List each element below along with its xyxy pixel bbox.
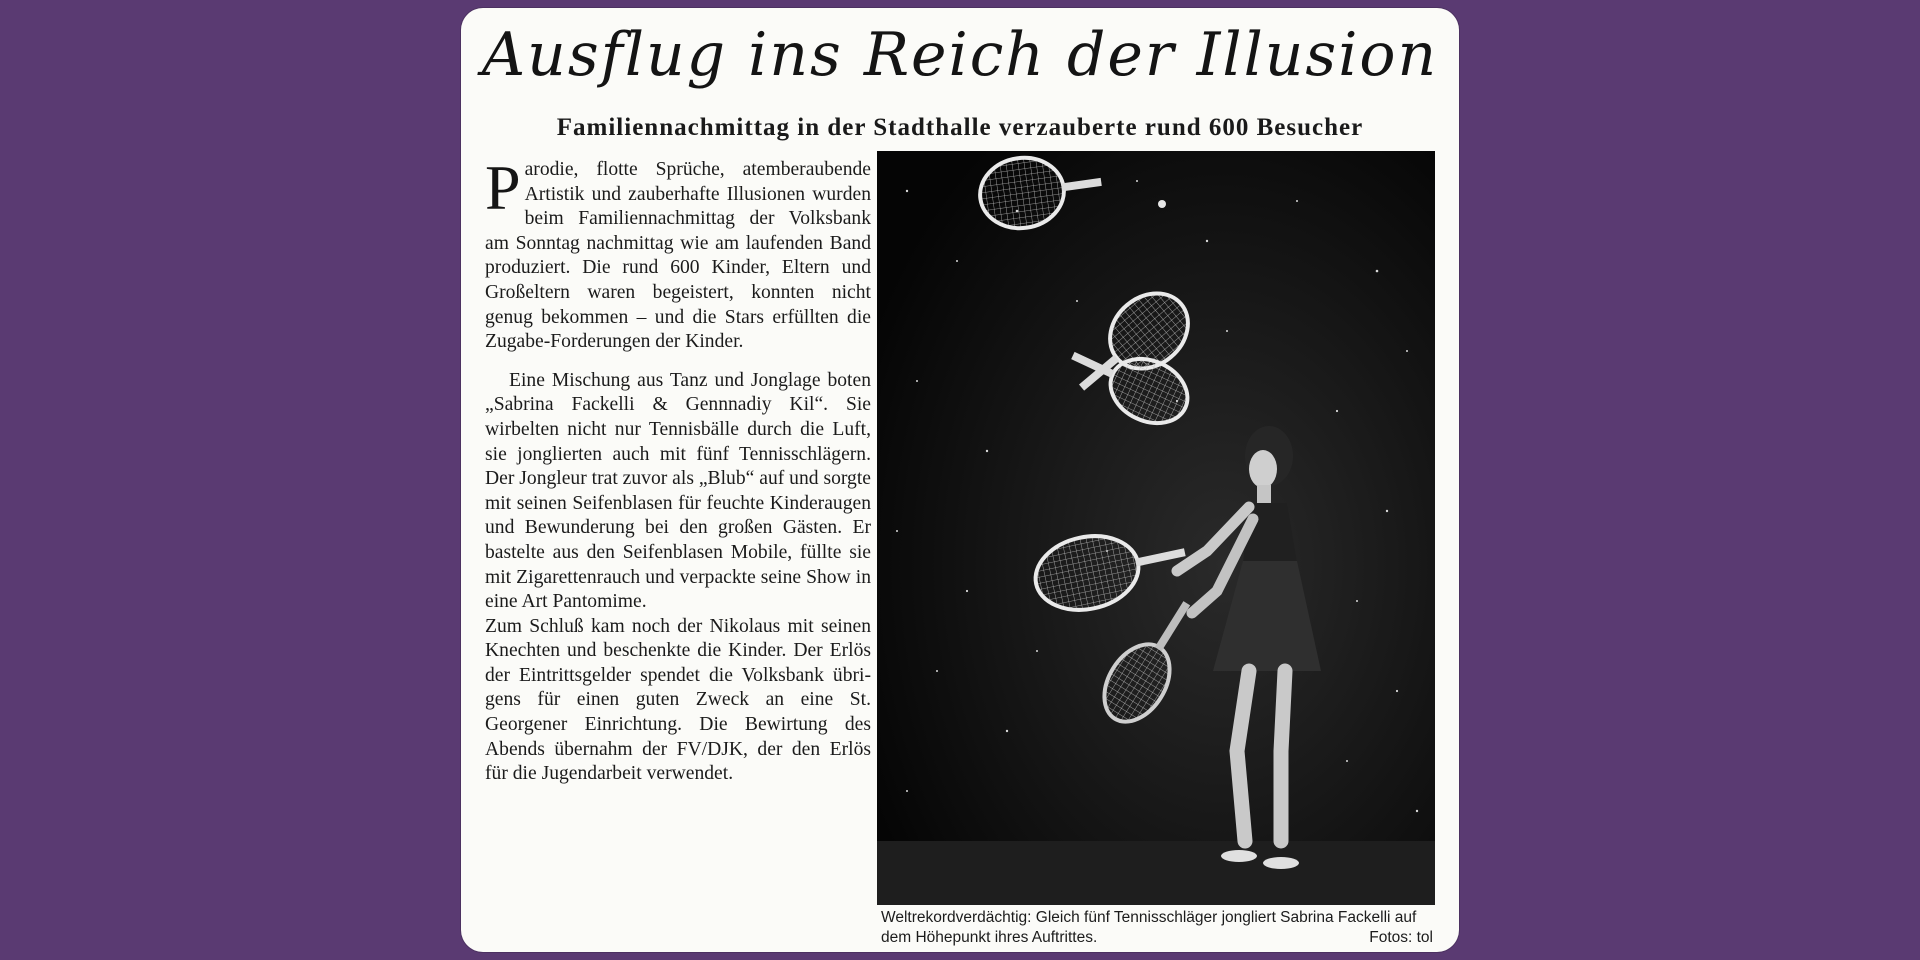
drop-cap: P [485, 152, 521, 223]
article-body [485, 152, 871, 948]
paragraph-2: Eine Mischung aus Tanz und Jonglage boten „Sabrina Fackelli & Gennnadiy Kil“. Sie wirbelten nicht nur Tennisbälle durch die Luft, sie jonglierten auch mit fünf Tennisschlägern. Der Jongleur trat zuvor als „Blub“ auf und sorgte mit seinen Seifenblasen für feuchte Kinderaugen und Bewunderung bei den großen Gästen. Er bastelte aus den Seifenblasen Mobile, füllte sie mit Zigarettenrauch und verpackte seine Show in eine Art Pantomime. [485, 369, 871, 613]
paragraph-1 [485, 152, 871, 355]
photo-credit: Fotos: tol [1369, 929, 1433, 946]
paragraph-1-text: arodie, flotte Sprüche, atemberaubende Artistik und zauberhafte Illusionen wurden beim Familiennachmittag der Volksbank am Sonntag nachmittag wie am laufenden Band produziert. Die rund 600 Kinder, Eltern und Großeltern waren begeistert, konnten nicht genug bekommen – und die Stars erfüllten die Zugabe-Forderungen der Kinder. [485, 159, 871, 353]
subheadline: Familiennachmittag in der Stadthalle verzauberte rund 600 Besucher [556, 114, 1364, 141]
caption-text: Weltrekordverdächtig: Gleich fünf Tennisschläger jongliert Sabrina Fackelli auf dem Höhepunkt ihres Auftrittes. [881, 909, 1417, 946]
juggler-illustration [877, 151, 1435, 905]
photo-caption [881, 908, 1433, 948]
paragraph-3: Zum Schluß kam noch der Nikolaus mit seinen Knechten und beschenkte die Kinder. Der Erlös der Eintrittsgelder spendet die Volksbank übrigens für einen guten Zweck an eine St. Georgener Einrichtung. Die Bewirtung des Abends übernahm der FV/DJK, der den Erlös für die Jugendarbeit verwendet. [485, 615, 871, 785]
headline: Ausflug ins Reich der Illusion [481, 20, 1439, 90]
juggler-photo [877, 151, 1435, 905]
newspaper-clipping [461, 8, 1459, 952]
